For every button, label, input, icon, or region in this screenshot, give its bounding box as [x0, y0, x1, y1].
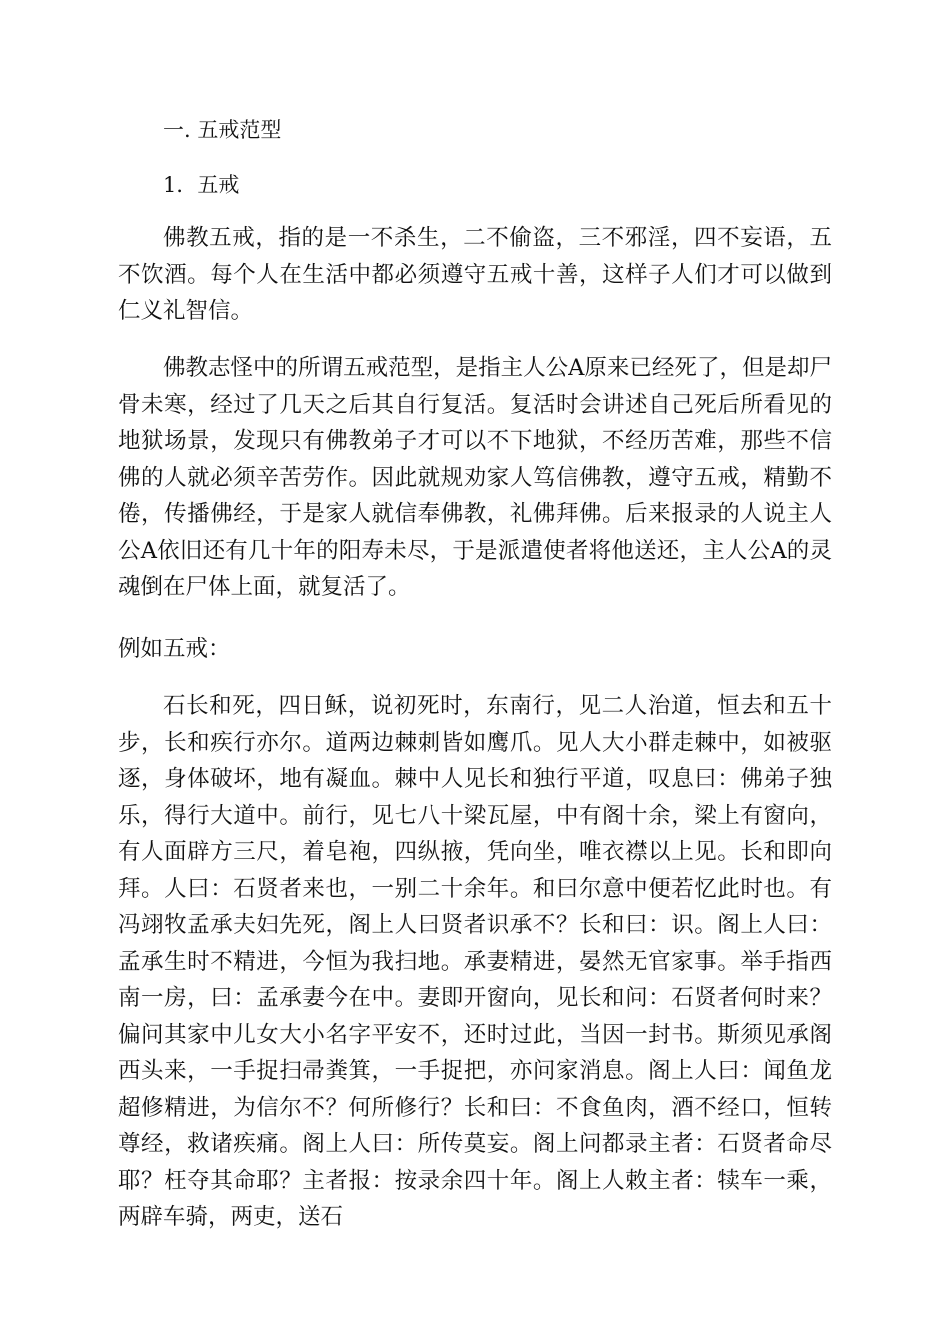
- paragraph-five-precepts-definition: 佛教五戒，指的是一不杀生，二不偷盗，三不邪淫，四不妄语，五不饮酒。每个人在生活中都必须遵守五戒十善，这样子人们才可以做到仁义礼智信。: [118, 225, 832, 324]
- section-heading: 一. 五戒范型: [163, 118, 282, 142]
- paragraph-five-precepts-pattern: 佛教志怪中的所谓五戒范型，是指主人公A原来已经死了，但是却尸骨未寒，经过了几天之后其自行复活。复活时会讲述自己死后所看见的地狱场景，发现只有佛教弟子才可以不下地狱，不经历苦难，那些不信佛的人就必须辛苦劳作。因此就规劝家人笃信佛教，遵守五戒，精勤不倦，传播佛经，于是家人就信奉佛教，礼佛拜佛。后来报录的人说主人公A依旧还有几十年的阳寿未尽，于是派遣使者将他送还，主人公A的灵魂倒在尸体上面，就复活了。: [118, 355, 832, 600]
- example-label: 例如五戒：: [118, 636, 231, 662]
- subsection-heading: 1．五戒: [163, 173, 240, 197]
- paragraph-example-story: 石长和死，四日稣，说初死时，东南行，见二人治道，恒去和五十步，长和疾行亦尔。道两边棘刺皆如鹰爪。见人大小群走棘中，如被驱逐，身体破坏，地有凝血。棘中人见长和独行平道，叹息曰：佛弟子独乐，得行大道中。前行，见七八十梁瓦屋，中有阁十余，梁上有窗向，有人面辟方三尺，着皂袍，四纵掖，凭向坐，唯衣襟以上见。长和即向拜。人曰：石贤者来也，一别二十余年。和曰尔意中便若忆此时也。有冯翊牧孟承夫妇先死，阁上人曰贤者识承不？长和曰：识。阁上人曰：孟承生时不精进，今恒为我扫地。承妻精进，晏然无官家事。举手指西南一房，曰：孟承妻今在中。妻即开窗向，见长和问：石贤者何时来？偏问其家中儿女大小名字平安不，还时过此，当因一封书。斯须见承阁西头来，一手捉扫帚粪箕，一手捉把，亦问家消息。阁上人曰：闻鱼龙超修精进，为信尔不？何所修行？长和曰：不食鱼肉，酒不经口，恒转尊经，救诸疾痛。阁上人曰：所传莫妄。阁上问都录主者：石贤者命尽耶？枉夺其命耶？主者报：按录余四十年。阁上人敕主者：犊车一乘，两辟车骑，两吏，送石: [118, 693, 832, 1230]
